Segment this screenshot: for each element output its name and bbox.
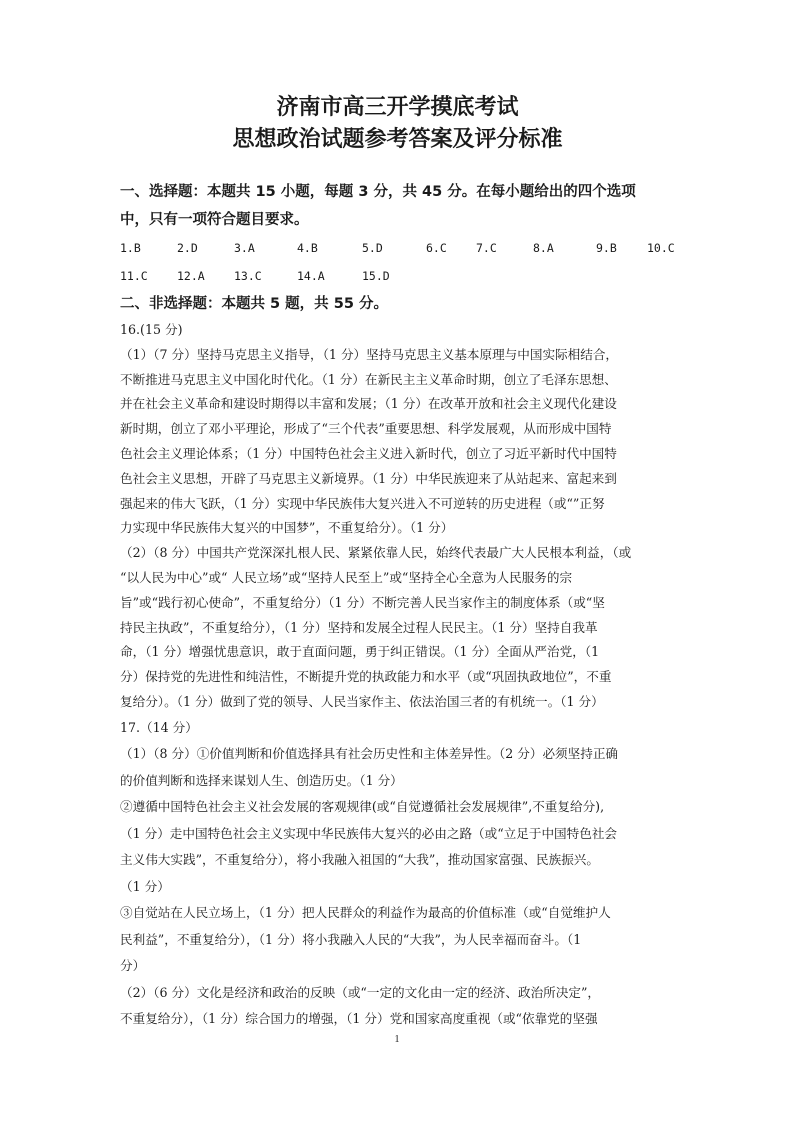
q16-line: （1）（7 分）坚持马克思主义指导，（1 分）坚持马克思主义基本原理与中国实际相结合， (120, 346, 619, 362)
q17-line: 不重复给分），（1 分）综合国力的增强，（1 分）党和国家高度重视（或“依靠党的坚强 (120, 1011, 598, 1027)
q17-line: （1 分）走中国特色社会主义实现中华民族伟大复兴的必由之路（或“立足于中国特色社会 (120, 825, 618, 841)
question-16 (120, 318, 675, 715)
q17-line: ③自觉站在人民立场上，（1 分）把人民群众的利益作为最高的价值标准（或“自觉维护人 (120, 905, 611, 921)
q16-line: 强起来的伟大飞跃，（1 分）实现中华民族伟大复兴进入不可逆转的历史进程（或“”正努 (120, 495, 605, 511)
q17-line: （1 分） (120, 878, 170, 894)
section1-heading-line2: 中，只有一项符合题目要求。 (120, 212, 309, 228)
question-16-label: 16.(15 分) (120, 322, 183, 337)
q16-line: “以人民为中心”或“ 人民立场”或“坚持人民至上”或“坚持全心全意为人民服务的宗 (120, 569, 573, 585)
answer-item: 13.C (234, 269, 262, 283)
q16-line: 力实现中华民族伟大复兴的中国梦”，不重复给分）。（1 分） (120, 520, 454, 536)
answer-item: 2.D (177, 241, 198, 255)
q17-line: （2）（6 分）文化是经济和政治的反映（或“一定的文化由一定的经济、政治所决定”， (120, 984, 600, 1000)
question-17 (120, 715, 675, 1033)
answer-row-2 (120, 262, 675, 290)
question-17-label: 17.（14 分） (120, 719, 198, 735)
answer-row-1 (120, 234, 675, 262)
answer-item: 11.C (120, 269, 148, 283)
answer-item: 10.C (647, 241, 675, 255)
answer-item: 9.B (596, 241, 617, 255)
document-title-line2: 思想政治试题参考答案及评分标准 (232, 127, 563, 152)
q17-line: 的价值判断和选择来谋划人生、创造历史。（1 分） (120, 772, 403, 788)
q16-line: 持民主执政”，不重复给分），（1 分）坚持和发展全过程人民民主。（1 分）坚持自我革 (120, 619, 598, 635)
answer-item: 6.C (426, 241, 447, 255)
q17-line: 民利益”，不重复给分），（1 分）将小我融入人民的“大我”，为人民幸福而奋斗。（1 (120, 931, 582, 947)
answer-item: 3.A (234, 241, 255, 255)
answer-item: 14.A (297, 269, 325, 283)
answer-item: 12.A (177, 269, 205, 283)
answer-item: 5.D (362, 241, 383, 255)
page-number: 1 (394, 1034, 400, 1045)
answer-item: 4.B (297, 241, 318, 255)
answer-item: 8.A (533, 241, 554, 255)
document-title-line1: 济南市高三开学摸底考试 (276, 95, 519, 120)
answer-item: 7.C (476, 241, 497, 255)
q16-line: 旨”或“践行初心使命”，不重复给分）（1 分）不断完善人民当家作主的制度体系（或“坚 (120, 594, 605, 610)
section2-heading: 二、非选择题：本题共 5 题，共 55 分。 (120, 296, 388, 312)
q17-line: ②遵循中国特色社会主义社会发展的客观规律(或“自觉遵循社会发展规律”,不重复给分), (120, 799, 605, 815)
q16-line: 分）保持党的先进性和纯洁性，不断提升党的执政能力和水平（或“巩固执政地位”，不重 (120, 669, 612, 685)
q17-line: 主义伟大实践”，不重复给分），将小我融入祖国的“大我”，推动国家富强、民族振兴。 (120, 852, 599, 868)
q16-line: 新时期，创立了邓小平理论，形成了“三个代表”重要思想、科学发展观，从而形成中国特 (120, 421, 612, 437)
q16-line: 复给分）。（1 分）做到了党的领导、人民当家作主、依法治国三者的有机统一。（1 分） (120, 693, 604, 709)
q16-line: 不断推进马克思主义中国化时代化。（1 分）在新民主主义革命时期，创立了毛泽东思想、 (120, 371, 617, 387)
q16-line: 并在社会主义革命和建设时期得以丰富和发展；（1 分）在改革开放和社会主义现代化建设 (120, 396, 617, 412)
q16-line: 色社会主义理论体系；（1 分）中国特色社会主义进入新时代，创立了习近平新时代中国特 (120, 445, 617, 461)
answer-document (120, 90, 675, 1033)
section1-heading-line1: 一、选择题：本题共 15 小题，每题 3 分，共 45 分。在每小题给出的四个选项 (120, 184, 636, 200)
q17-line: （1）（8 分）①价值判断和价值选择具有社会历史性和主体差异性。（2 分）必须坚持正确 (120, 746, 619, 762)
q17-line: 分） (120, 958, 146, 974)
q16-line: 命，（1 分）增强忧患意识，敢于直面问题，勇于纠正错误。（1 分）全面从严治党，（1 (120, 644, 600, 660)
answer-item: 1.B (120, 241, 141, 255)
q16-line: （2）（8 分）中国共产党深深扎根人民、紧紧依靠人民，始终代表最广大人民根本利益，（或 (120, 545, 632, 561)
q16-line: 色社会主义思想，开辟了马克思主义新境界。（1 分）中华民族迎来了从站起来、富起来到 (120, 470, 617, 486)
answer-item: 15.D (362, 269, 390, 283)
